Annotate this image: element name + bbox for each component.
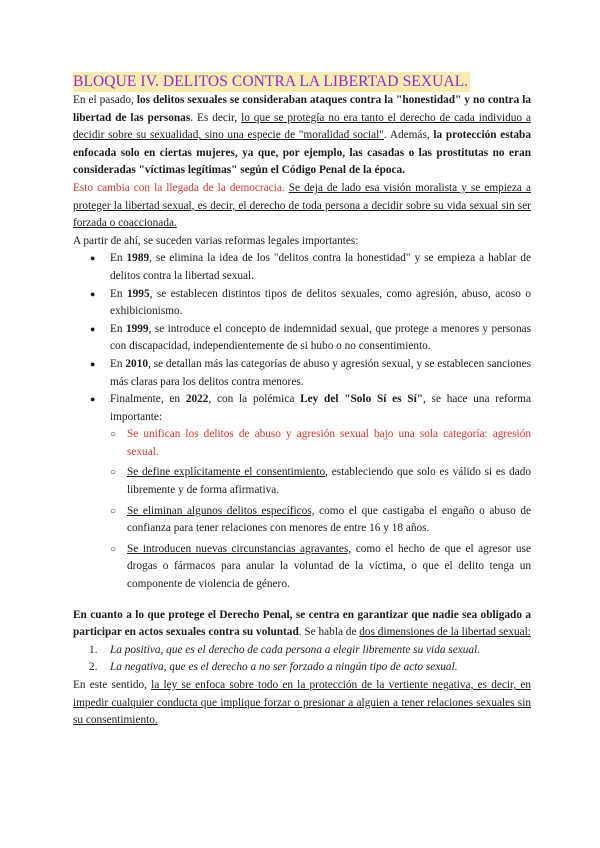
text: En xyxy=(110,322,126,335)
bold-text: la protección estaba enfocada solo en ciertas mujeres, ya que, por ejemplo, las casadas o las prostitutas no eran consideradas "víctimas legítimas" según el Código Penal de la época. xyxy=(73,129,531,177)
underlined-text: Se introducen nuevas circunstancias agravantes, xyxy=(127,542,352,555)
underlined-text: Se define explícitamente el consentimiento xyxy=(127,466,326,479)
reform-2022-sublist xyxy=(110,426,531,593)
list-item xyxy=(73,391,531,594)
text: En xyxy=(110,252,127,265)
paragraph-past xyxy=(73,92,531,180)
circle-bullet-icon: ○ xyxy=(110,467,117,479)
bullet-icon: ● xyxy=(90,394,96,405)
underlined-text: la ley se enfoca sobre todo en la protección de la vertiente negativa, es decir, en impedir cualquier conducta que implique forzar o presionar a alguien a tener relaciones sexuales sin su consentimiento. xyxy=(73,679,531,727)
reforms-list xyxy=(73,250,531,593)
underlined-text: dos dimensiones de la libertad sexual: xyxy=(359,626,531,639)
text: , se introduce el concepto de indemnidad sexual, que protege a menores y personas con discapacidad, independientemente de si hubo o no consentimiento. xyxy=(110,322,532,353)
text: , se detallan más las categorías de abuso y agresión sexual, y se establecen sanciones más claras para los delitos contra menores. xyxy=(110,357,531,388)
text: , estableciendo que solo es válido si es dado libremente y de forma afirmativa. xyxy=(127,466,532,497)
text: , con la polémica xyxy=(208,393,301,406)
text: Finalmente, en xyxy=(110,393,186,406)
paragraph-conclusion xyxy=(73,677,531,730)
sub-list-item xyxy=(110,503,531,538)
list-item xyxy=(73,321,531,356)
year: 2010 xyxy=(125,357,148,370)
underlined-text: Se deja de lado esa visión moralista y se empieza a proteger la libertad sexual, es decir, el derecho de toda persona a decidir sobre su vida sexual sin ser forzada o coaccionada. xyxy=(73,181,531,230)
text: La positiva, que es el derecho de cada persona a elegir libremente su vida sexual. xyxy=(110,643,480,656)
item-number: 2. xyxy=(89,661,98,674)
bullet-icon: ● xyxy=(90,253,96,264)
year: 1995 xyxy=(127,287,150,300)
text: como el que castigaba el engaño o abuso de confianza para tener relaciones con menores de entre 16 y 18 años. xyxy=(127,504,531,535)
numbered-item xyxy=(73,642,531,660)
text: como el hecho de que el agresor use drogas o fármacos para anular la voluntad de la víctima, o que el delito tenga un componente de violencia de género. xyxy=(127,542,531,591)
underlined-text: lo que se protegía no era tanto el derecho de cada individuo a decidir sobre su sexualidad, sino una especie de "moralidad social" xyxy=(73,111,531,142)
circle-bullet-icon: ○ xyxy=(110,505,117,517)
item-number: 1. xyxy=(89,643,98,656)
list-item xyxy=(73,250,531,285)
section-title: BLOQUE IV. DELITOS CONTRA LA LIBERTAD SEXUAL. xyxy=(73,73,469,90)
bullet-icon: ● xyxy=(90,288,96,299)
paragraph-reforms-intro: A partir de ahí, se suceden varias reformas legales importantes: xyxy=(73,234,359,247)
text: , se hace una reforma importante: xyxy=(110,393,531,423)
document-page xyxy=(73,72,531,730)
spacer xyxy=(73,597,531,607)
text: . Se habla de xyxy=(298,626,360,639)
bullet-icon: ● xyxy=(90,358,96,369)
sub-list-item xyxy=(110,426,531,461)
paragraph-protection xyxy=(73,607,531,642)
law-name: Ley del "Solo Sí es Sí" xyxy=(300,393,423,406)
text: . Además, xyxy=(383,129,434,142)
sub-list-item xyxy=(110,541,531,594)
circle-bullet-icon: ○ xyxy=(110,543,117,555)
underlined-text: Se eliminan algunos delitos específicos, xyxy=(127,504,315,517)
text: En el pasado, xyxy=(73,94,137,106)
dimensions-list xyxy=(73,642,531,677)
list-item xyxy=(73,286,531,321)
text: En xyxy=(110,357,126,370)
text: . Es decir, xyxy=(190,111,242,124)
year: 1999 xyxy=(125,322,149,335)
bold-text: En cuanto a lo que protege el Derecho Penal, se centra en garantizar que nadie sea obligado a participar en actos sexuales contra su voluntad xyxy=(73,608,531,639)
red-text: Se unifican los delitos de abuso y agresión sexual bajo una sola categoría: agresión sexual. xyxy=(127,428,531,458)
list-item xyxy=(73,356,531,391)
text: En xyxy=(110,287,127,300)
text: En este sentido, xyxy=(73,679,152,691)
sub-list-item xyxy=(110,464,531,499)
paragraph-democracy xyxy=(73,180,531,233)
circle-bullet-icon: ○ xyxy=(110,429,117,441)
text: , se elimina la idea de los "delitos contra la honestidad" y se empieza a hablar de delitos contra la libertad sexual. xyxy=(110,252,531,282)
year: 1989 xyxy=(126,252,150,265)
bold-text: los delitos sexuales se consideraban ataques contra la "honestidad" y no contra la libertad de las personas xyxy=(73,94,531,124)
red-text: Esto cambia con la llegada de la democracia. xyxy=(73,181,285,194)
numbered-item xyxy=(73,659,531,677)
year: 2022 xyxy=(185,393,209,406)
bullet-icon: ● xyxy=(90,323,96,334)
text: La negativa, que es el derecho a no ser forzado a ningún tipo de acto sexual. xyxy=(110,661,458,674)
text: , se establecen distintos tipos de delitos sexuales, como agresión, abuso, acoso o exhibicionismo. xyxy=(110,287,532,318)
